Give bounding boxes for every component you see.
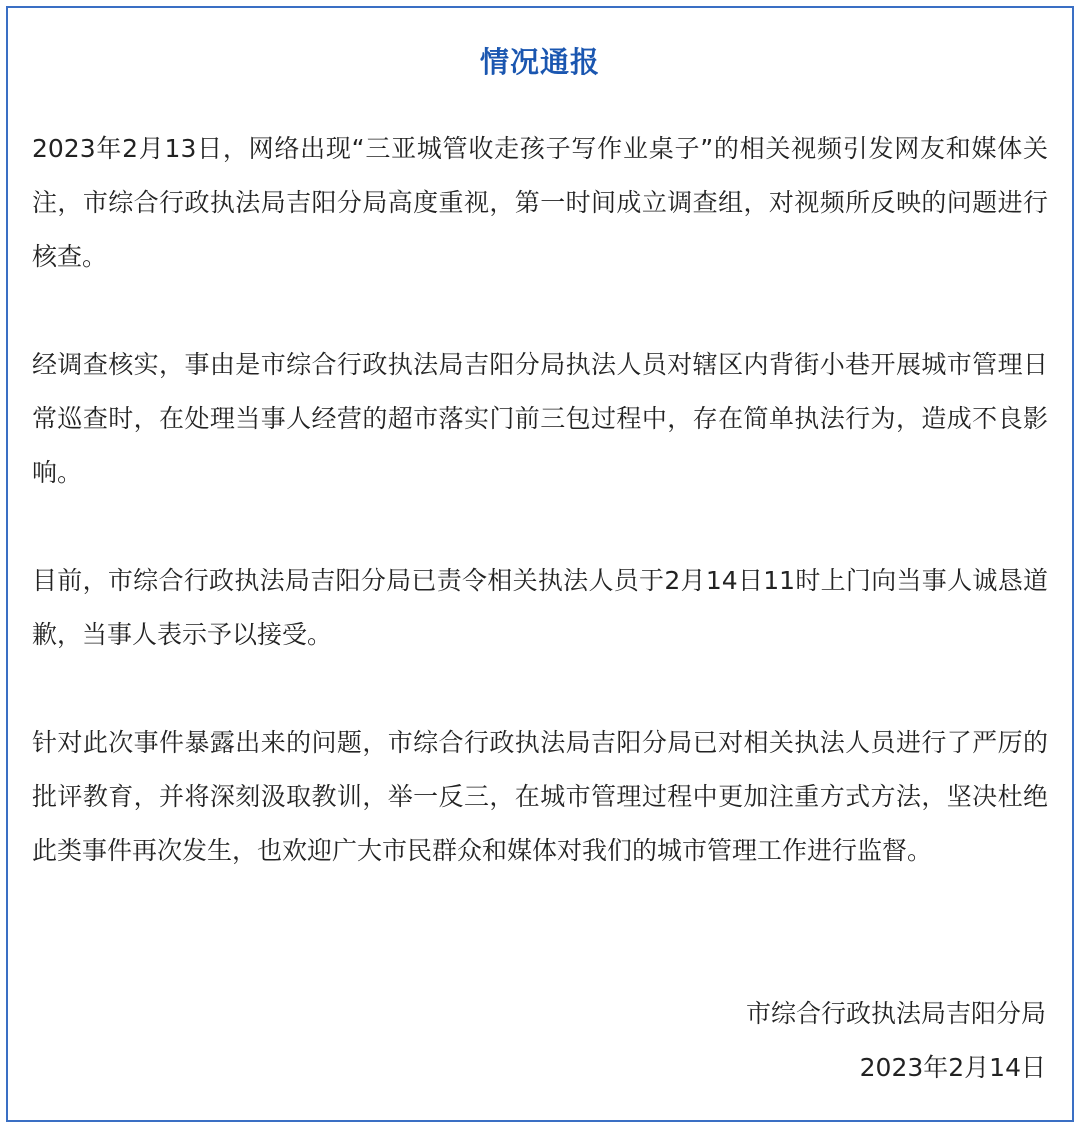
signature-organization: 市综合行政执法局吉阳分局: [745, 999, 1046, 1028]
signature-date: 2023年2月14日: [859, 1053, 1046, 1082]
notice-paragraph-2: 经调查核实，事由是市综合行政执法局吉阳分局执法人员对辖区内背街小巷开展城市管理日常巡查时，在处理当事人经营的超市落实门前三包过程中，存在简单执法行为，造成不良影响。: [32, 350, 1048, 487]
notice-paragraph-4: 针对此次事件暴露出来的问题，市综合行政执法局吉阳分局已对相关执法人员进行了严厉的批评教育，并将深刻汲取教训，举一反三，在城市管理过程中更加注重方式方法，坚决杜绝此类事件再次发生，也欢迎广大市民群众和媒体对我们的城市管理工作进行监督。: [32, 728, 1048, 865]
notice-paragraph-3: 目前，市综合行政执法局吉阳分局已责令相关执法人员于2月14日11时上门向当事人诚恳道歉，当事人表示予以接受。: [32, 566, 1048, 649]
notice-paragraph-1: 2023年2月13日，网络出现“三亚城管收走孩子写作业桌子”的相关视频引发网友和媒体关注，市综合行政执法局吉阳分局高度重视，第一时间成立调查组，对视频所反映的问题进行核查。: [32, 134, 1048, 271]
notice-title: 情况通报: [479, 45, 600, 79]
